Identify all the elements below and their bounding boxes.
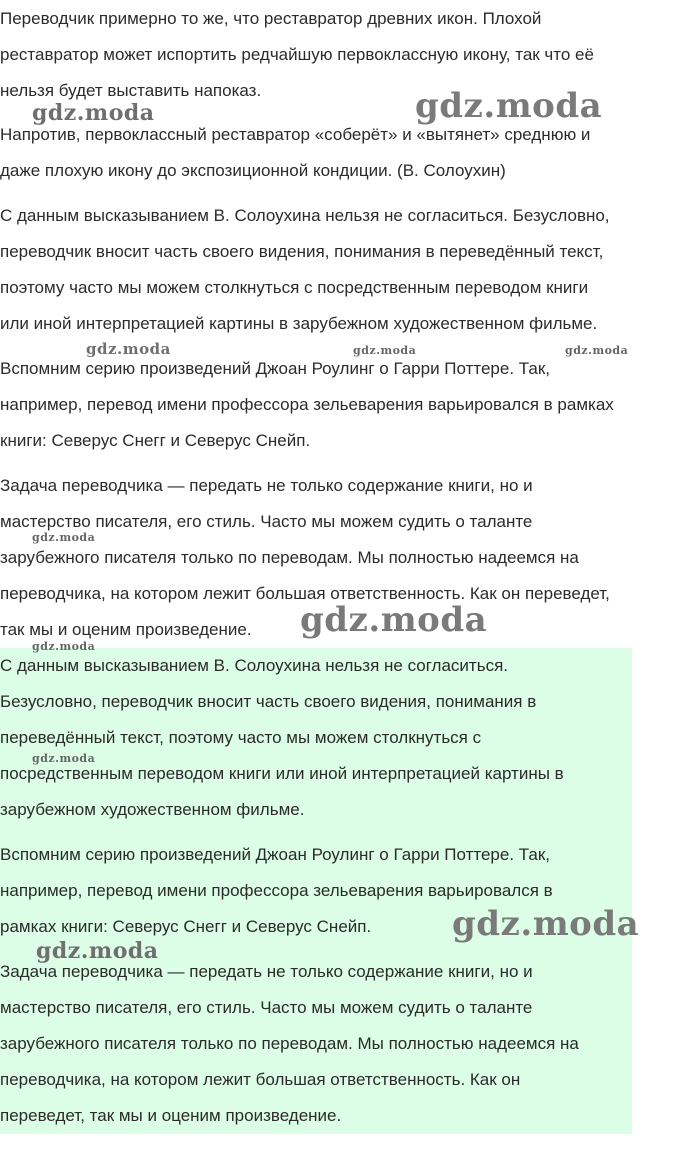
- answer-line: например, перевод имени профессора зельеварения варьировался в: [0, 881, 553, 900]
- answer-line: мастерство писателя, его стиль. Часто мы можем судить о таланте: [0, 998, 533, 1017]
- answer-line: переведет, так мы и оценим произведение.: [0, 1106, 342, 1125]
- answer-line: зарубежном художественном фильме.: [0, 800, 305, 819]
- watermark: gdz.moda: [32, 531, 96, 544]
- question-line: даже плохую икону до экспозиционной кондиции. (В. Солоухин): [0, 161, 506, 180]
- watermark: gdz.moda: [36, 938, 159, 964]
- essay-line: С данным высказыванием В. Солоухина нельзя не согласиться. Безусловно,: [0, 206, 610, 225]
- question-line: Напротив, первоклассный реставратор «соберёт» и «вытянет» среднюю и: [0, 125, 591, 144]
- watermark: gdz.moda: [32, 100, 155, 126]
- essay-line: переводчика, на котором лежит большая ответственность. Как он переведет,: [0, 584, 610, 603]
- essay-line: или иной интерпретацией картины в зарубежном художественном фильме.: [0, 314, 598, 333]
- essay-line: книги: Северус Снегг и Северус Снейп.: [0, 431, 311, 450]
- answer-line: переведённый текст, поэтому часто мы можем столкнуться с: [0, 728, 482, 747]
- watermark: gdz.moda: [32, 752, 96, 765]
- answer-line: С данным высказыванием В. Солоухина нельзя не согласиться.: [0, 656, 508, 675]
- watermark: gdz.moda: [415, 86, 603, 126]
- essay-line: поэтому часто мы можем столкнуться с посредственным переводом книги: [0, 278, 589, 297]
- question-line: Переводчик примерно то же, что реставратор древних икон. Плохой: [0, 9, 542, 28]
- answer-line: рамках книги: Северус Снегг и Северус Снейп.: [0, 917, 372, 936]
- answer-line: Вспомним серию произведений Джоан Роулинг о Гарри Поттере. Так,: [0, 845, 551, 864]
- answer-line: переводчика, на котором лежит большая ответственность. Как он: [0, 1070, 521, 1089]
- essay-line: переводчик вносит часть своего видения, понимания в переведённый текст,: [0, 242, 604, 261]
- essay-line: Вспомним серию произведений Джоан Роулинг о Гарри Поттере. Так,: [0, 359, 551, 378]
- essay-line: мастерство писателя, его стиль. Часто мы можем судить о таланте: [0, 512, 533, 531]
- watermark: gdz.moda: [452, 904, 640, 944]
- watermark: gdz.moda: [32, 640, 96, 653]
- answer-line: зарубежного писателя только по переводам. Мы полностью надеемся на: [0, 1034, 579, 1053]
- question-line: реставратор может испортить редчайшую первоклассную икону, так что её: [0, 45, 594, 64]
- watermark: gdz.moda: [86, 340, 171, 358]
- essay-line: так мы и оценим произведение.: [0, 620, 252, 639]
- essay-line: Задача переводчика — передать не только содержание книги, но и: [0, 476, 533, 495]
- essay-line: например, перевод имени профессора зельеварения варьировался в рамках: [0, 395, 614, 414]
- answer-line: посредственным переводом книги или иной интерпретацией картины в: [0, 764, 564, 783]
- watermark: gdz.moda: [565, 344, 629, 357]
- essay-line: зарубежного писателя только по переводам. Мы полностью надеемся на: [0, 548, 579, 567]
- answer-line: Безусловно, переводчик вносит часть своего видения, понимания в: [0, 692, 537, 711]
- watermark: gdz.moda: [353, 344, 417, 357]
- watermark: gdz.moda: [300, 600, 488, 640]
- question-line: нельзя будет выставить напоказ.: [0, 81, 262, 100]
- answer-line: Задача переводчика — передать не только содержание книги, но и: [0, 962, 533, 981]
